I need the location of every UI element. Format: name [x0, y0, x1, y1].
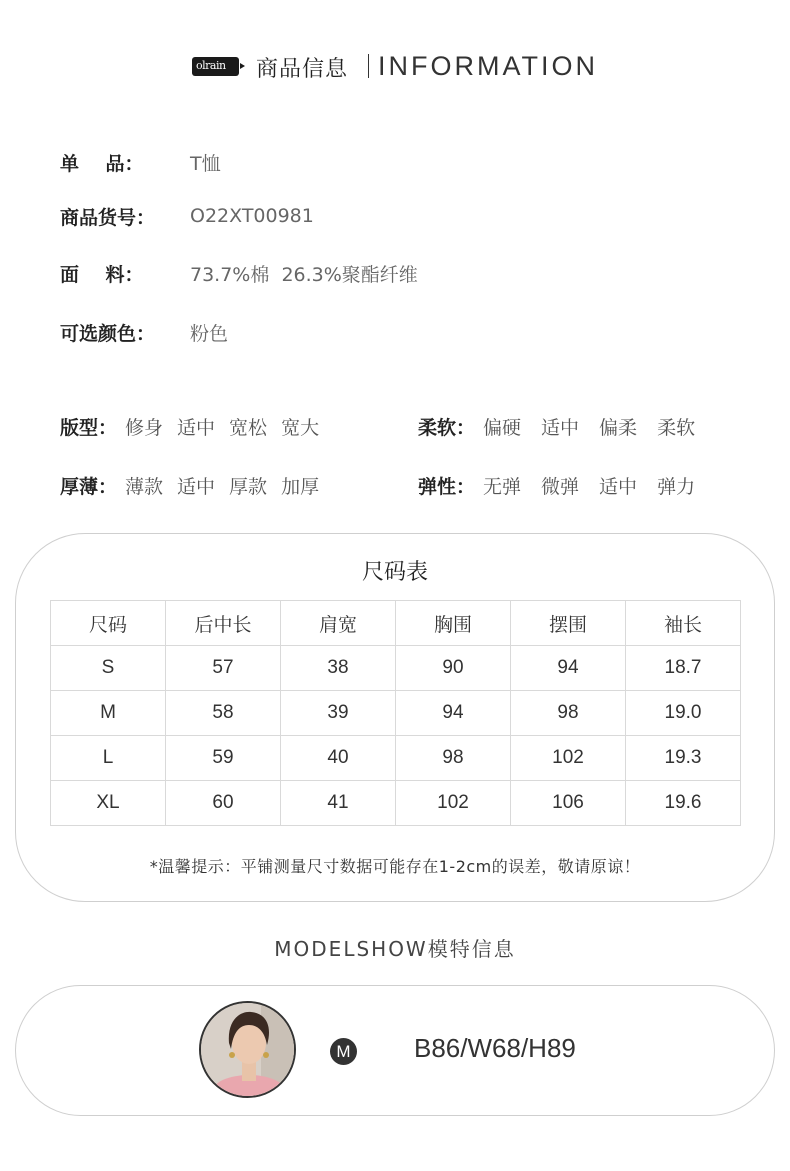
table-cell: 59 — [166, 736, 281, 781]
table-cell: 94 — [396, 691, 511, 736]
info-value: 粉色 — [190, 322, 229, 345]
attr-option: 薄款 — [125, 475, 164, 498]
size-table-header: 尺码 — [51, 601, 166, 646]
attr-option-selected: 适中 — [599, 472, 637, 499]
attr-softness — [418, 410, 709, 442]
info-row-item — [60, 147, 221, 177]
model-section-title: MODELSHOW模特信息 — [274, 937, 516, 961]
table-cell: 19.3 — [626, 736, 741, 781]
model-avatar — [199, 1001, 296, 1098]
table-cell: 18.7 — [626, 646, 741, 691]
table-cell: 94 — [511, 646, 626, 691]
attr-option: 宽松 — [229, 416, 268, 439]
table-row — [51, 736, 741, 781]
section-header — [0, 48, 790, 84]
size-table-header: 胸围 — [396, 601, 511, 646]
size-table — [50, 600, 741, 826]
attr-option-selected: 适中 — [177, 472, 215, 499]
info-row-color — [60, 317, 228, 347]
table-cell: 19.6 — [626, 781, 741, 826]
size-table-header: 后中长 — [166, 601, 281, 646]
attr-option: 修身 — [125, 416, 164, 439]
logo-arrow-icon — [240, 63, 245, 69]
table-cell: 98 — [396, 736, 511, 781]
info-value: T恤 — [190, 152, 221, 175]
brand-logo — [192, 57, 239, 76]
header-title-en: INFORMATION — [378, 51, 598, 81]
attr-option: 厚款 — [229, 475, 268, 498]
attr-label: 版型： — [60, 416, 118, 439]
attr-option: 加厚 — [281, 475, 320, 498]
attr-option-selected: 适中 — [177, 413, 215, 440]
attr-option: 柔软 — [657, 416, 696, 439]
table-cell: 40 — [281, 736, 396, 781]
size-table-header: 摆围 — [511, 601, 626, 646]
attr-option: 偏硬 — [483, 416, 522, 439]
table-cell: S — [51, 646, 166, 691]
attr-option: 无弹 — [483, 475, 522, 498]
table-cell: M — [51, 691, 166, 736]
info-label: 面 料： — [60, 263, 144, 286]
header-title-cn: 商品信息 — [256, 57, 349, 82]
attr-label: 弹性： — [418, 475, 476, 498]
attr-option: 微弹 — [541, 475, 580, 498]
attr-option: 宽大 — [281, 416, 320, 439]
info-row-fabric — [60, 258, 418, 288]
table-cell: L — [51, 736, 166, 781]
table-cell: 19.0 — [626, 691, 741, 736]
info-value: O22XT00981 — [190, 205, 314, 227]
info-row-sku — [60, 201, 314, 231]
size-table-header-row — [51, 601, 741, 646]
model-measurements: B86/W68/H89 — [414, 1033, 576, 1063]
attr-elasticity — [418, 469, 709, 501]
attr-label: 柔软： — [418, 416, 476, 439]
attr-option: 弹力 — [657, 475, 696, 498]
size-note: *温馨提示：平铺测量尺寸数据可能存在1-2cm的误差，敬请原谅！ — [149, 857, 641, 876]
size-chart-title: 尺码表 — [361, 560, 428, 585]
info-label: 商品货号： — [60, 206, 156, 229]
info-label: 单 品： — [60, 152, 144, 175]
size-table-header: 袖长 — [626, 601, 741, 646]
table-cell: 41 — [281, 781, 396, 826]
model-info-panel — [15, 985, 775, 1116]
header-divider — [368, 54, 369, 78]
brand-logo-text: olrain — [196, 59, 226, 72]
table-cell: 39 — [281, 691, 396, 736]
attr-option-selected: 适中 — [541, 413, 579, 440]
table-cell: 102 — [511, 736, 626, 781]
table-cell: 57 — [166, 646, 281, 691]
info-label: 可选颜色： — [60, 322, 156, 345]
model-portrait-icon — [201, 1003, 296, 1098]
table-cell: 102 — [396, 781, 511, 826]
attr-thickness — [60, 469, 333, 501]
table-cell: 58 — [166, 691, 281, 736]
table-cell: 90 — [396, 646, 511, 691]
info-value: 73.7%棉 26.3%聚酯纤维 — [190, 263, 418, 286]
table-row — [51, 691, 741, 736]
attr-fit — [60, 410, 333, 442]
table-row — [51, 646, 741, 691]
table-cell: 106 — [511, 781, 626, 826]
table-cell: XL — [51, 781, 166, 826]
table-cell: 98 — [511, 691, 626, 736]
attr-label: 厚薄： — [60, 475, 118, 498]
table-cell: 38 — [281, 646, 396, 691]
size-table-header: 肩宽 — [281, 601, 396, 646]
attr-option: 偏柔 — [599, 416, 638, 439]
table-cell: 60 — [166, 781, 281, 826]
table-row — [51, 781, 741, 826]
model-size-badge: M — [330, 1038, 357, 1065]
